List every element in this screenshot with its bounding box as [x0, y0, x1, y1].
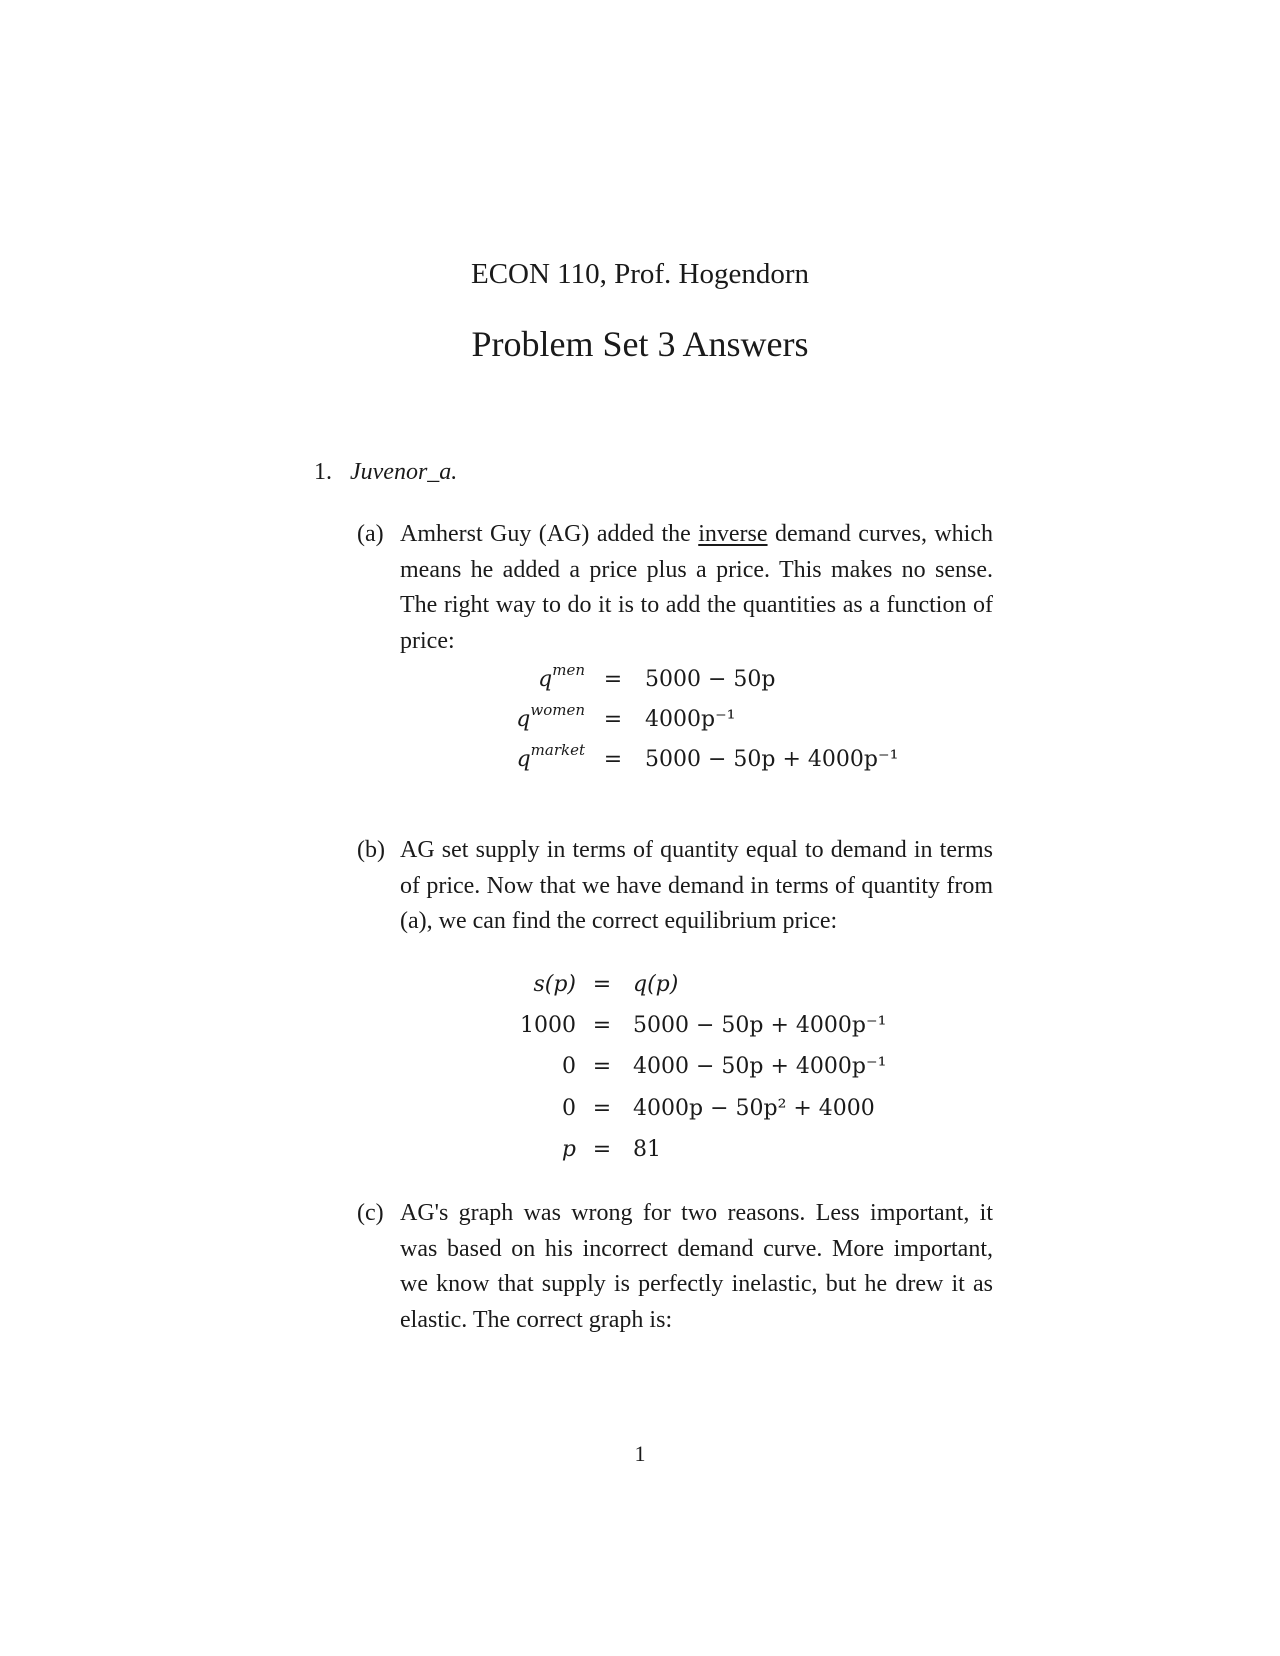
equation-rhs: 81: [633, 1137, 661, 1162]
part-b: [357, 833, 993, 940]
equation-row: [0, 660, 1280, 700]
equals-sign: =: [603, 667, 623, 692]
equals-sign: =: [592, 972, 612, 997]
equation-lhs: 0: [562, 1054, 576, 1079]
equation-lhs: p: [561, 1137, 576, 1162]
equation-rhs: 5000 − 50p + 4000p⁻¹: [633, 1013, 887, 1038]
equation-lhs: $q^{market}$: [516, 740, 585, 772]
equation-row: [0, 1089, 1280, 1129]
problem-name: Juvenor_a.: [350, 459, 458, 485]
problem-number: 1.: [314, 459, 332, 485]
equation-row: [0, 700, 1280, 740]
document-title: Problem Set 3 Answers: [471, 324, 809, 364]
equals-sign: =: [592, 1013, 612, 1038]
equation-row: [0, 1006, 1280, 1046]
equation-lhs: 1000: [520, 1013, 576, 1038]
equation-rhs: q(p): [633, 972, 679, 997]
equals-sign: =: [592, 1137, 612, 1162]
course-header: ECON 110, Prof. Hogendorn: [470, 258, 810, 290]
part-a-label: (a): [357, 521, 384, 547]
part-c-label: (c): [357, 1200, 384, 1226]
part-a-text-after: demand curves, which means he added a price plus a price. This makes no sense. The right way to do it is to add the quantities as a function of price:: [400, 521, 993, 654]
part-a-text-before: Amherst Guy (AG) added the: [400, 521, 699, 547]
equation-rhs: 4000p − 50p² + 4000: [633, 1096, 875, 1121]
equation-lhs: $q^{men}$: [538, 660, 585, 692]
equals-sign: =: [603, 747, 623, 772]
equation-row: [0, 1130, 1280, 1170]
equation-lhs: s(p): [533, 972, 576, 997]
part-a-text: [400, 517, 993, 659]
equation-rhs: 5000 − 50p + 4000p⁻¹: [645, 747, 899, 772]
equation-row: [0, 740, 1280, 780]
problem-heading: [314, 456, 457, 488]
equation-row: [0, 965, 1280, 1005]
equation-lhs: 0: [562, 1096, 576, 1121]
equals-sign: =: [592, 1054, 612, 1079]
part-c-text: AG's graph was wrong for two reasons. Less important, it was based on his incorrect demand curve. More important, we know that supply is perfectly inelastic, but he drew it as elastic. The correct graph is:: [400, 1200, 993, 1333]
equation-row: [0, 1047, 1280, 1087]
equation-rhs: 4000p⁻¹: [645, 707, 736, 732]
equals-sign: =: [592, 1096, 612, 1121]
equation-lhs: $q^{women}$: [516, 700, 585, 732]
equals-sign: =: [603, 707, 623, 732]
part-a-underlined-word: inverse: [698, 521, 768, 547]
page-number: 1: [634, 1441, 646, 1466]
equation-rhs: 5000 − 50p: [645, 667, 776, 692]
part-c: [357, 1196, 993, 1338]
equation-rhs: 4000 − 50p + 4000p⁻¹: [633, 1054, 887, 1079]
part-b-label: (b): [357, 837, 385, 863]
part-a: [357, 517, 993, 659]
part-b-text: AG set supply in terms of quantity equal to demand in terms of price. Now that we have demand in terms of quantity from (a), we can find the correct equilibrium price:: [400, 837, 993, 934]
